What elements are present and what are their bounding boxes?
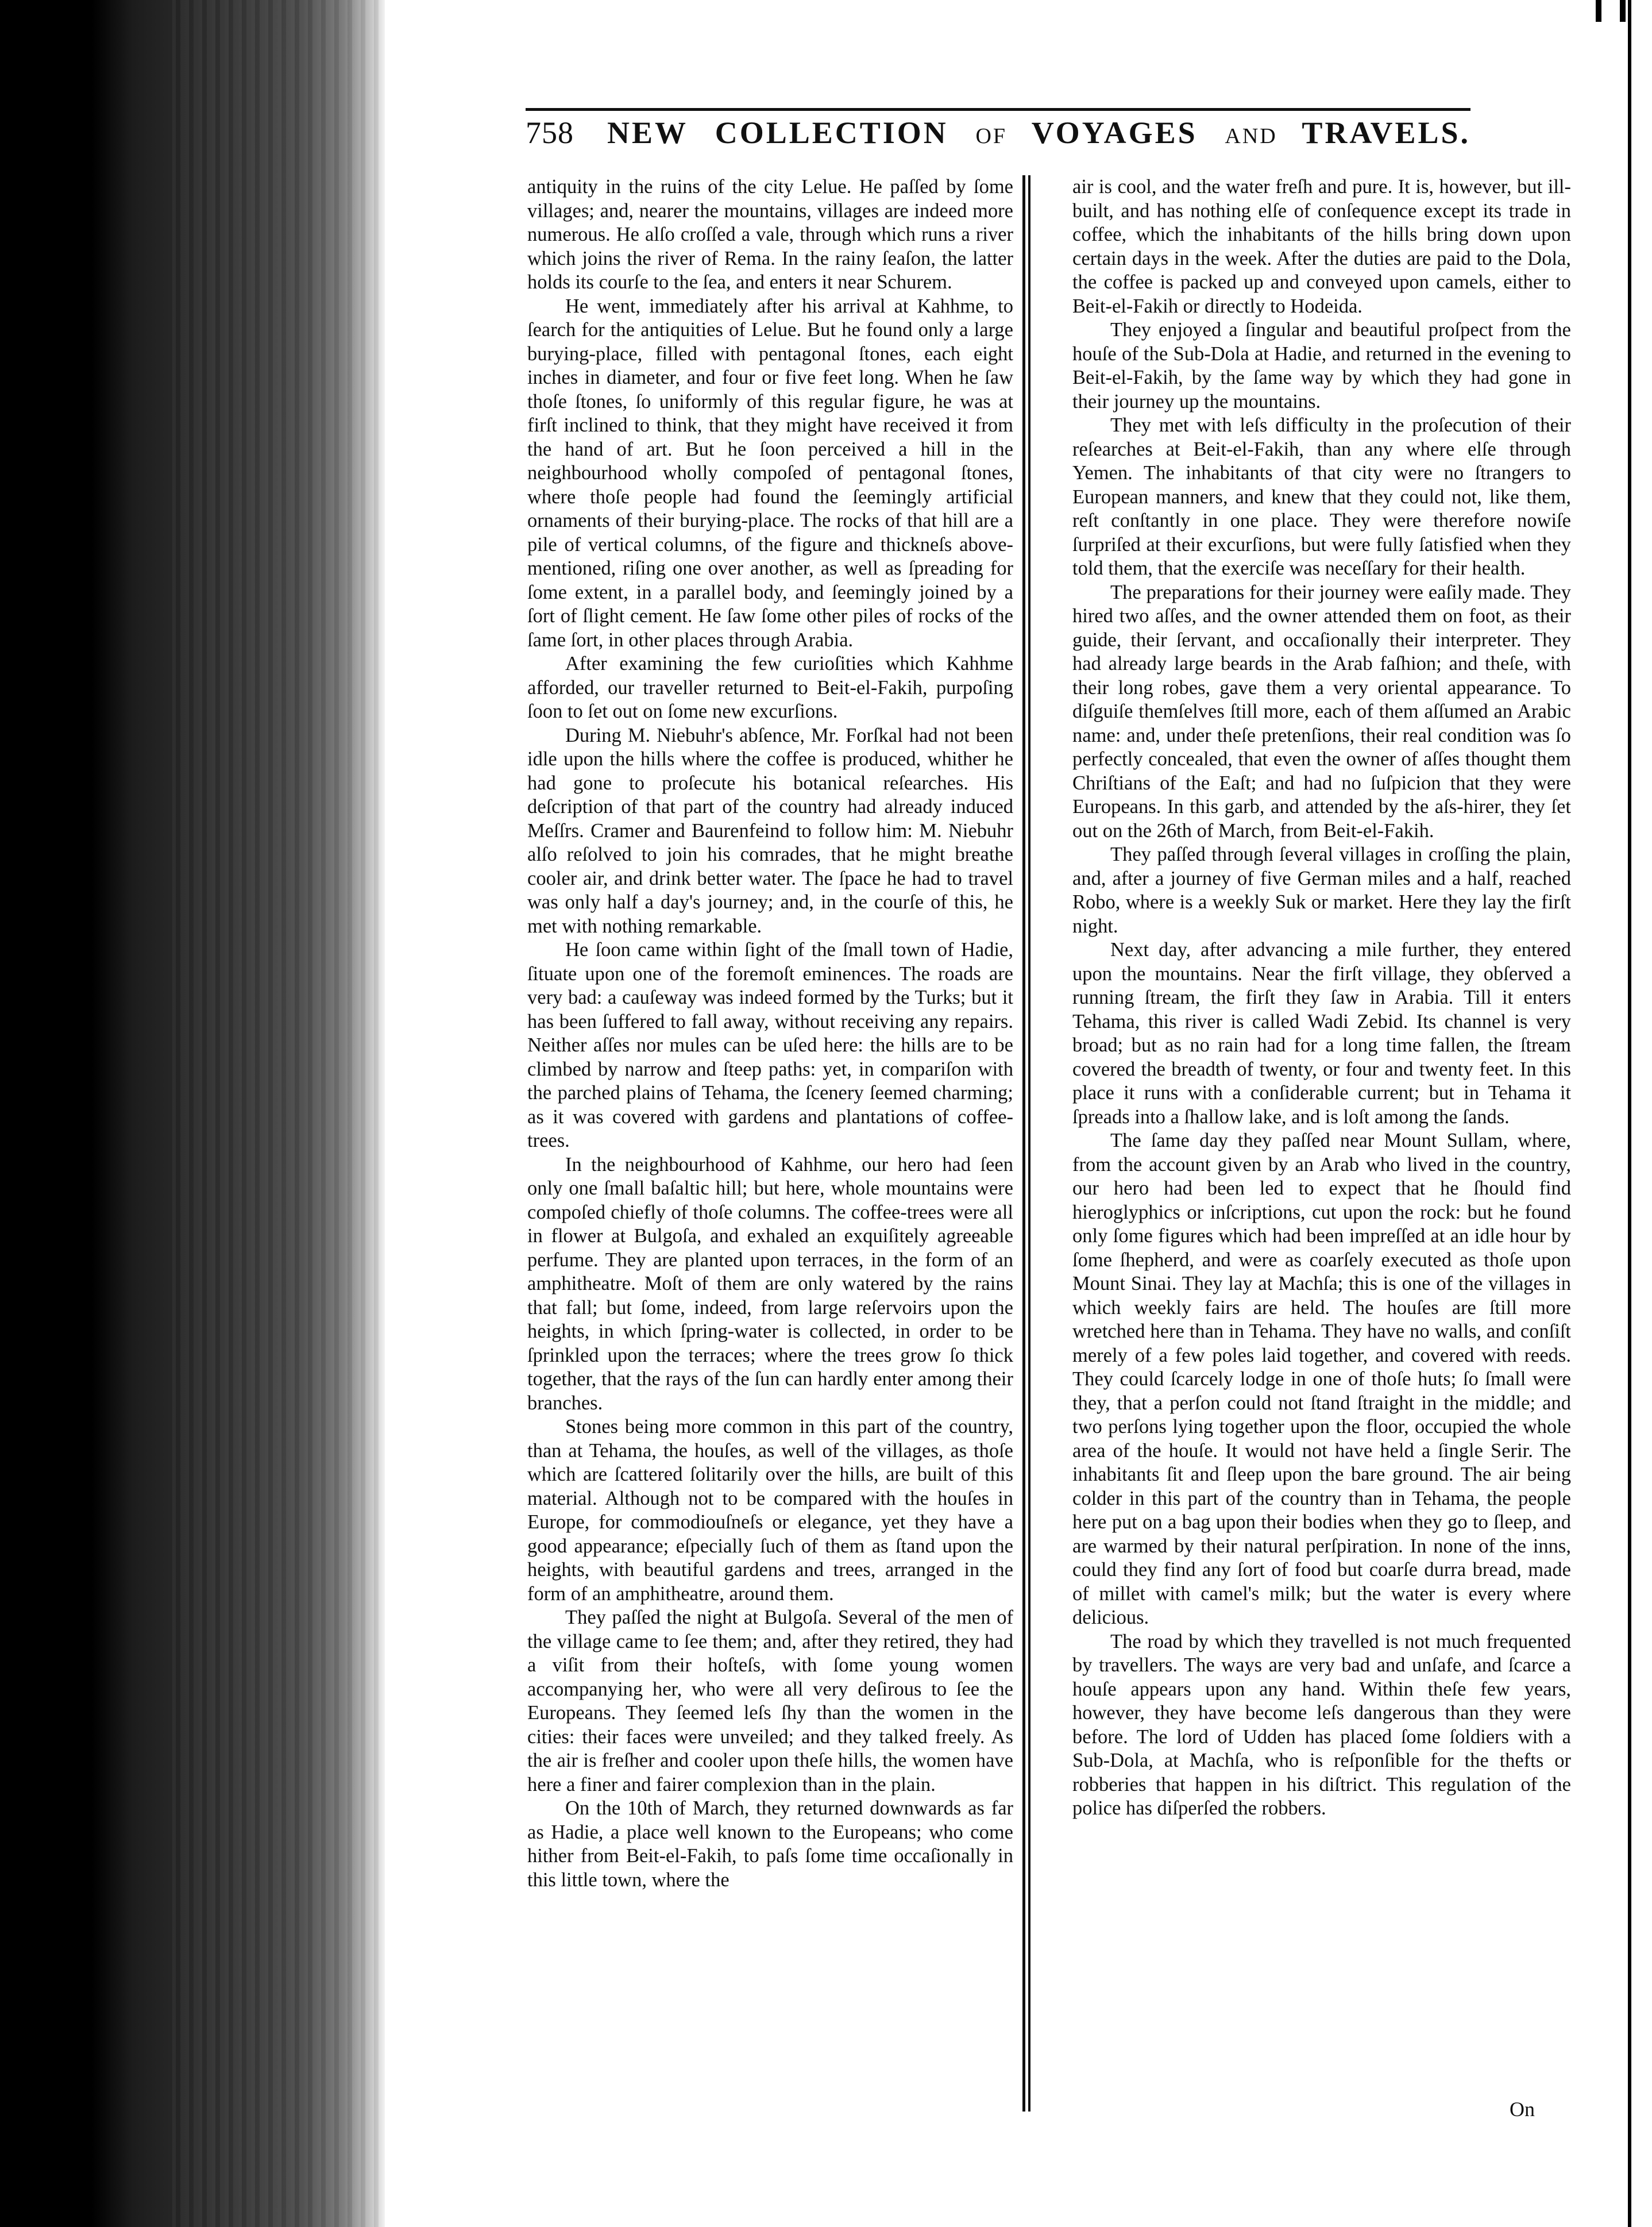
running-title-part: OF: [975, 124, 1032, 148]
header-rule: [526, 108, 1470, 111]
paragraph: They met with leſs difficulty in the proſecution of their reſearches at Beit-el-Fakih, than any where elſe through Yemen. The inhabitants of that city were no ſtrangers to European manners, and knew that they could not, like them, reſt conſtantly in one place. They were therefore nowiſe ſurpriſed at their excurſions, but were fully ſatisfied when they told them, that the exerciſe was neceſſary for their health.: [1072, 414, 1571, 579]
paragraph: Stones being more common in this part of the country, than at Tehama, the houſes, as well of the villages, as thoſe which are ſcattered ſolitarily over the hills, are built of this material. Although not to be compared with the houſes in Europe, for commodiouſneſs or elegance, yet they have a good appearance; eſpecially ſuch of them as ſtand upon the heights, with beautiful gardens and trees, arranged in the form of an amphitheatre, around them.: [527, 1416, 1013, 1605]
paragraph: Next day, after advancing a mile further, they entered upon the mountains. Near the firſt village, they obſerved a running ſtream, the firſt they ſaw in Arabia. Till it enters Tehama, this river is called Wadi Zebid. Its channel is very broad; but as no rain had for a long time fallen, the ſtream covered the breadth of twenty, or four and twenty feet. In this place it runs with a conſiderable current; but in Tehama it ſpreads into a ſhallow lake, and is loſt among the ſands.: [1072, 939, 1571, 1128]
running-title-part: AND: [1225, 124, 1302, 148]
running-head: [526, 115, 1470, 161]
paragraph: After examining the few curioſities which Kahhme afforded, our traveller returned to Beit-el-Fakih, purpoſing ſoon to ſet out on ſome new excurſions.: [527, 653, 1013, 722]
paragraph: He went, immediately after his arrival at Kahhme, to ſearch for the antiquities of Lelue. But he found only a large burying-place, filled with pentagonal ſtones, each eight inches in diameter, and four or five feet long. When he ſaw thoſe ſtones, ſo uniformly of this regular figure, he was at firſt inclined to think, that they might have received it from the hand of art. But he ſoon perceived a hill in the neighbourhood wholly compoſed of pentagonal ſtones, where thoſe people had found the ſeemingly artificial ornaments of their burying-place. The rocks of that hill are a pile of vertical columns, of the figure and thickneſs above-mentioned, riſing one over another, as well as ſpreading for ſome extent, in a parallel body, and ſeemingly joined by a ſort of ſlight cement. He ſaw ſome other piles of rocks of the ſame ſort, in other places through Arabia.: [527, 295, 1013, 651]
paragraph: They paſſed the night at Bulgoſa. Several of the men of the village came to ſee them; and, after they retired, they had a viſit from their hoſteſs, with ſome young women accompanying her, who were all very deſirous to ſee the Europeans. They ſeemed leſs ſhy than the women in the cities: their faces were unveiled; and they talked freely. As the air is freſher and cooler upon theſe hills, the women have here a finer and fairer complexion than in the plain.: [527, 1606, 1013, 1796]
paragraph: During M. Niebuhr's abſence, Mr. Forſkal had not been idle upon the hills where the coffee is produced, whither he had gone to proſecute his botanical reſearches. His deſcription of that part of the country had already induced Meſſrs. Cramer and Baurenfeind to follow him: M. Niebuhr alſo reſolved to join his comrades, that he might breathe cooler air, and drink better water. The ſpace he had to travel was only half a day's journey; and, in the courſe of this, he met with nothing remarkable.: [527, 724, 1013, 937]
scan-border: [0, 0, 92, 2227]
running-title-part: VOYAGES: [1031, 115, 1225, 150]
paragraph: They enjoyed a ſingular and beautiful proſpect from the houſe of the Sub-Dola at Hadie, and returned in the evening to Beit-el-Fakih, by the ſame way by which they had gone in their journey up the mountains.: [1072, 319, 1571, 413]
paragraph: He ſoon came within ſight of the ſmall town of Hadie, ſituate upon one of the foremoſt eminences. The roads are very bad: a cauſeway was indeed formed by the Turks; but it has been ſuffered to fall away, without receiving any repairs. Neither aſſes nor mules can be uſed here: the hills are to be climbed by narrow and ſteep paths: yet, in compariſon with the parched plains of Tehama, the ſcenery ſeemed charming; as it was covered with gardens and plantations of coffee-trees.: [527, 939, 1013, 1151]
scan-right-edge: [1628, 0, 1631, 2227]
running-title-part: TRAVELS.: [1302, 115, 1471, 150]
paragraph: In the neighbourhood of Kahhme, our hero had ſeen only one ſmall baſaltic hill; but here, whole mountains were compoſed chiefly of thoſe columns. The coffee-trees were all in flower at Bulgoſa, and exhaled an exquiſitely agreeable perfume. They are planted upon terraces, in the form of an amphitheatre. Moſt of them are only watered by the rains that fall; but ſome, indeed, from large reſervoirs upon the heights, in which ſpring-water is collected, in order to be ſprinkled upon the terraces; where the trees grow ſo thick together, that the rays of the ſun can hardly enter among their branches.: [527, 1153, 1013, 1414]
paragraph: antiquity in the ruins of the city Lelue. He paſſed by ſome villages; and, nearer the mountains, villages are indeed more numerous. He alſo croſſed a vale, through which runs a river which joins the river of Rema. In the rainy ſeaſon, the latter holds its courſe to the ſea, and enters it near Schurem.: [527, 176, 1013, 293]
column-divider: [1022, 175, 1025, 2112]
paragraph: They paſſed through ſeveral villages in croſſing the plain, and, after a journey of five German miles and a half, reached Robo, where is a weekly Suk or market. Here they lay the firſt night.: [1072, 843, 1571, 937]
page-number: 758: [526, 115, 574, 150]
left-column: [527, 175, 1013, 1892]
paragraph: air is cool, and the water freſh and pure. It is, however, but ill-built, and has nothing elſe of conſequence except its trade in coffee, which the inhabitants of the hills bring down upon certain days in the week. After the duties are paid to the Dola, the coffee is packed up and conveyed upon camels, either to Beit-el-Fakih or directly to Hodeida.: [1072, 176, 1571, 317]
paragraph: The preparations for their journey were eaſily made. They hired two aſſes, and the owner attended them on foot, as their guide, their ſervant, and occaſionally their interpreter. They had already large beards in the Arab faſhion; and theſe, with their long robes, gave them a very oriental appearance. To diſguiſe themſelves ſtill more, each of them aſſumed an Arabic name: and, under theſe pretenſions, their real condition was ſo perfectly concealed, that even the owner of aſſes thought them Chriſtians of the Eaſt; and had no ſuſpicion that they were Europeans. In this garb, and attended by the aſs-hirer, they ſet out on the 26th of March, from Beit-el-Fakih.: [1072, 581, 1571, 842]
right-column: [1072, 175, 1571, 1821]
running-title: [607, 115, 1470, 151]
column-divider: [1028, 175, 1030, 2112]
paragraph: The road by which they travelled is not much frequented by travellers. The ways are very bad and unſafe, and ſcarce a houſe appears upon any hand. Within theſe few years, however, they have become leſs dangerous than they were before. The lord of Udden has placed ſome ſoldiers with a Sub-Dola, at Machſa, who is reſponſible for the thefts or robberies that happen in his diſtrict. This regulation of the police has diſperſed the robbers.: [1072, 1630, 1571, 1819]
paragraph: On the 10th of March, they returned downwards as far as Hadie, a place well known to the Europeans; who come hither from Beit-el-Fakih, to paſs ſome time occaſionally in this little town, where the: [527, 1797, 1013, 1891]
spine-texture: [172, 0, 379, 2227]
paragraph: The ſame day they paſſed near Mount Sullam, where, from the account given by an Arab who lived in the country, our hero had been led to expect that he ſhould find hieroglyphics or inſcriptions, cut upon the rock: but he found only ſome figures which had been impreſſed at an idle hour by ſome ſhepherd, and were as coarſely executed as thoſe upon Mount Sinai. They lay at Machſa; this is one of the villages in which weekly fairs are held. The houſes are ſtill more wretched here than in Tehama. They have no walls, and conſiſt merely of a few poles laid together, and covered with reeds. They could ſcarcely lodge in one of thoſe huts; ſo ſmall were they, that a perſon could not ſtand ſtraight in the middle; and two perſons lying together upon the floor, occupied the whole area of the houſe. It would not have held a ſingle Serir. The inhabitants ſit and ſleep upon the bare ground. The air being colder in this part of the country than in Tehama, the people here put on a bag upon their bodies when they go to ſleep, and are warmed by their natural perſpiration. In none of the inns, could they find any ſort of food but coarſe durra bread, made of millet with camel's milk; but the water is every where delicious.: [1072, 1130, 1571, 1628]
running-title-part: NEW COLLECTION: [607, 115, 976, 150]
catchword: On: [1510, 2098, 1535, 2121]
